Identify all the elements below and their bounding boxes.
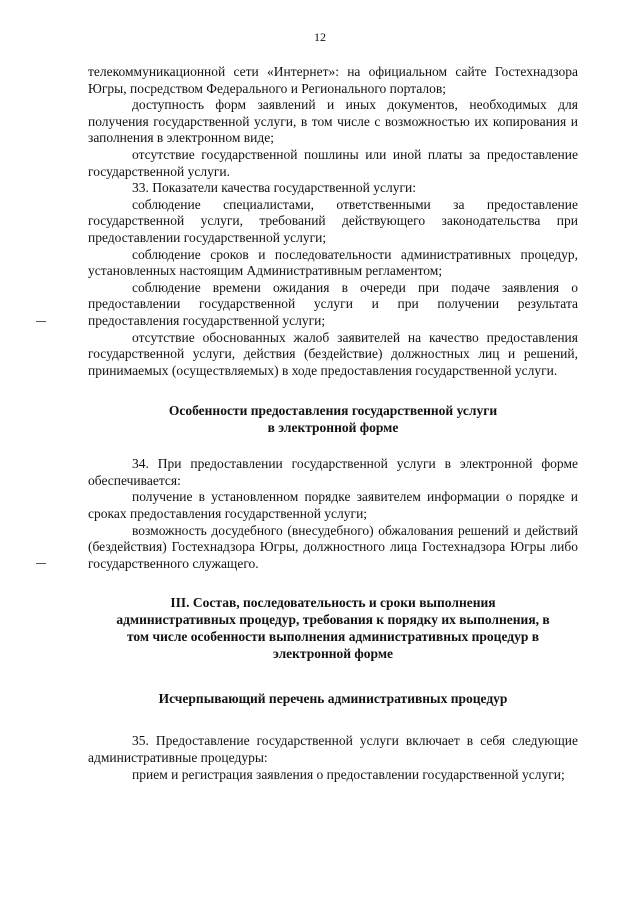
section-heading-line4: электронной форме [272, 646, 394, 662]
section-heading-line2: административных процедур, требования к порядку их выполнения, в [116, 612, 550, 628]
paragraph-34-electronic: 34. При предоставлении государственной услуги в электронной форме обеспечивается: [88, 456, 578, 488]
margin-mark [36, 563, 46, 564]
page-number: 12 [314, 30, 326, 44]
paragraph-no-complaints: отсутствие обоснованных жалоб заявителей на качество предоставления государственной услуги, действия (бездействие) должностных лиц и решений, принимаемых (осуществляемых) в ходе предоставления государственной услуги. [88, 329, 578, 378]
margin-mark [36, 321, 46, 322]
paragraph-33-quality: 33. Показатели качества государственной услуги: [132, 180, 417, 196]
heading-electronic-line2: в электронной форме [267, 420, 399, 436]
paragraph-deadlines: соблюдение сроков и последовательности административных процедур, установленных настоящим Административным регламентом; [88, 246, 578, 279]
section-heading-line1: III. Состав, последовательность и сроки выполнения [170, 595, 496, 611]
paragraph-appeal: возможность досудебного (внесудебного) обжалования решений и действий (бездействия) Гостехнадзора Югры, должностного лица Гостехнадзора Югры либо государственного служащего. [88, 522, 578, 571]
section-heading-line3: том числе особенности выполнения административных процедур в [126, 629, 540, 645]
paragraph-info-receipt: получение в установленном порядке заявителем информации о порядке и сроках предоставления государственной услуги; [88, 489, 578, 522]
document-body [88, 64, 578, 783]
paragraph-no-fee: отсутствие государственной пошлины или иной платы за предоставление государственной услуги. [88, 146, 578, 179]
heading-electronic-line1: Особенности предоставления государственной услуги [168, 403, 498, 419]
paragraph-law-compliance: соблюдение специалистами, ответственными за предоставление государственной услуги, требований действующего законодательства при предоставлении государственной услуги; [88, 196, 578, 245]
heading-procedure-list: Исчерпывающий перечень административных процедур [158, 691, 508, 707]
paragraph-reception-registration: прием и регистрация заявления о предоставлении государственной услуги; [132, 766, 565, 782]
paragraph-internet-portals: телекоммуникационной сети «Интернет»: на официальном сайте Гостехнадзора Югры, посредством Федерального и Регионального порталов; [88, 64, 578, 96]
paragraph-queue-time: соблюдение времени ожидания в очереди при подаче заявления о предоставлении государственной услуги и при получении результата предоставления государственной услуги; [88, 279, 578, 328]
paragraph-forms-availability: доступность форм заявлений и иных документов, необходимых для получения государственной услуги, в том числе с возможностью их копирования и заполнения в электронном виде; [88, 97, 578, 146]
paragraph-35-procedures: 35. Предоставление государственной услуги включает в себя следующие административные процедуры: [88, 733, 578, 766]
